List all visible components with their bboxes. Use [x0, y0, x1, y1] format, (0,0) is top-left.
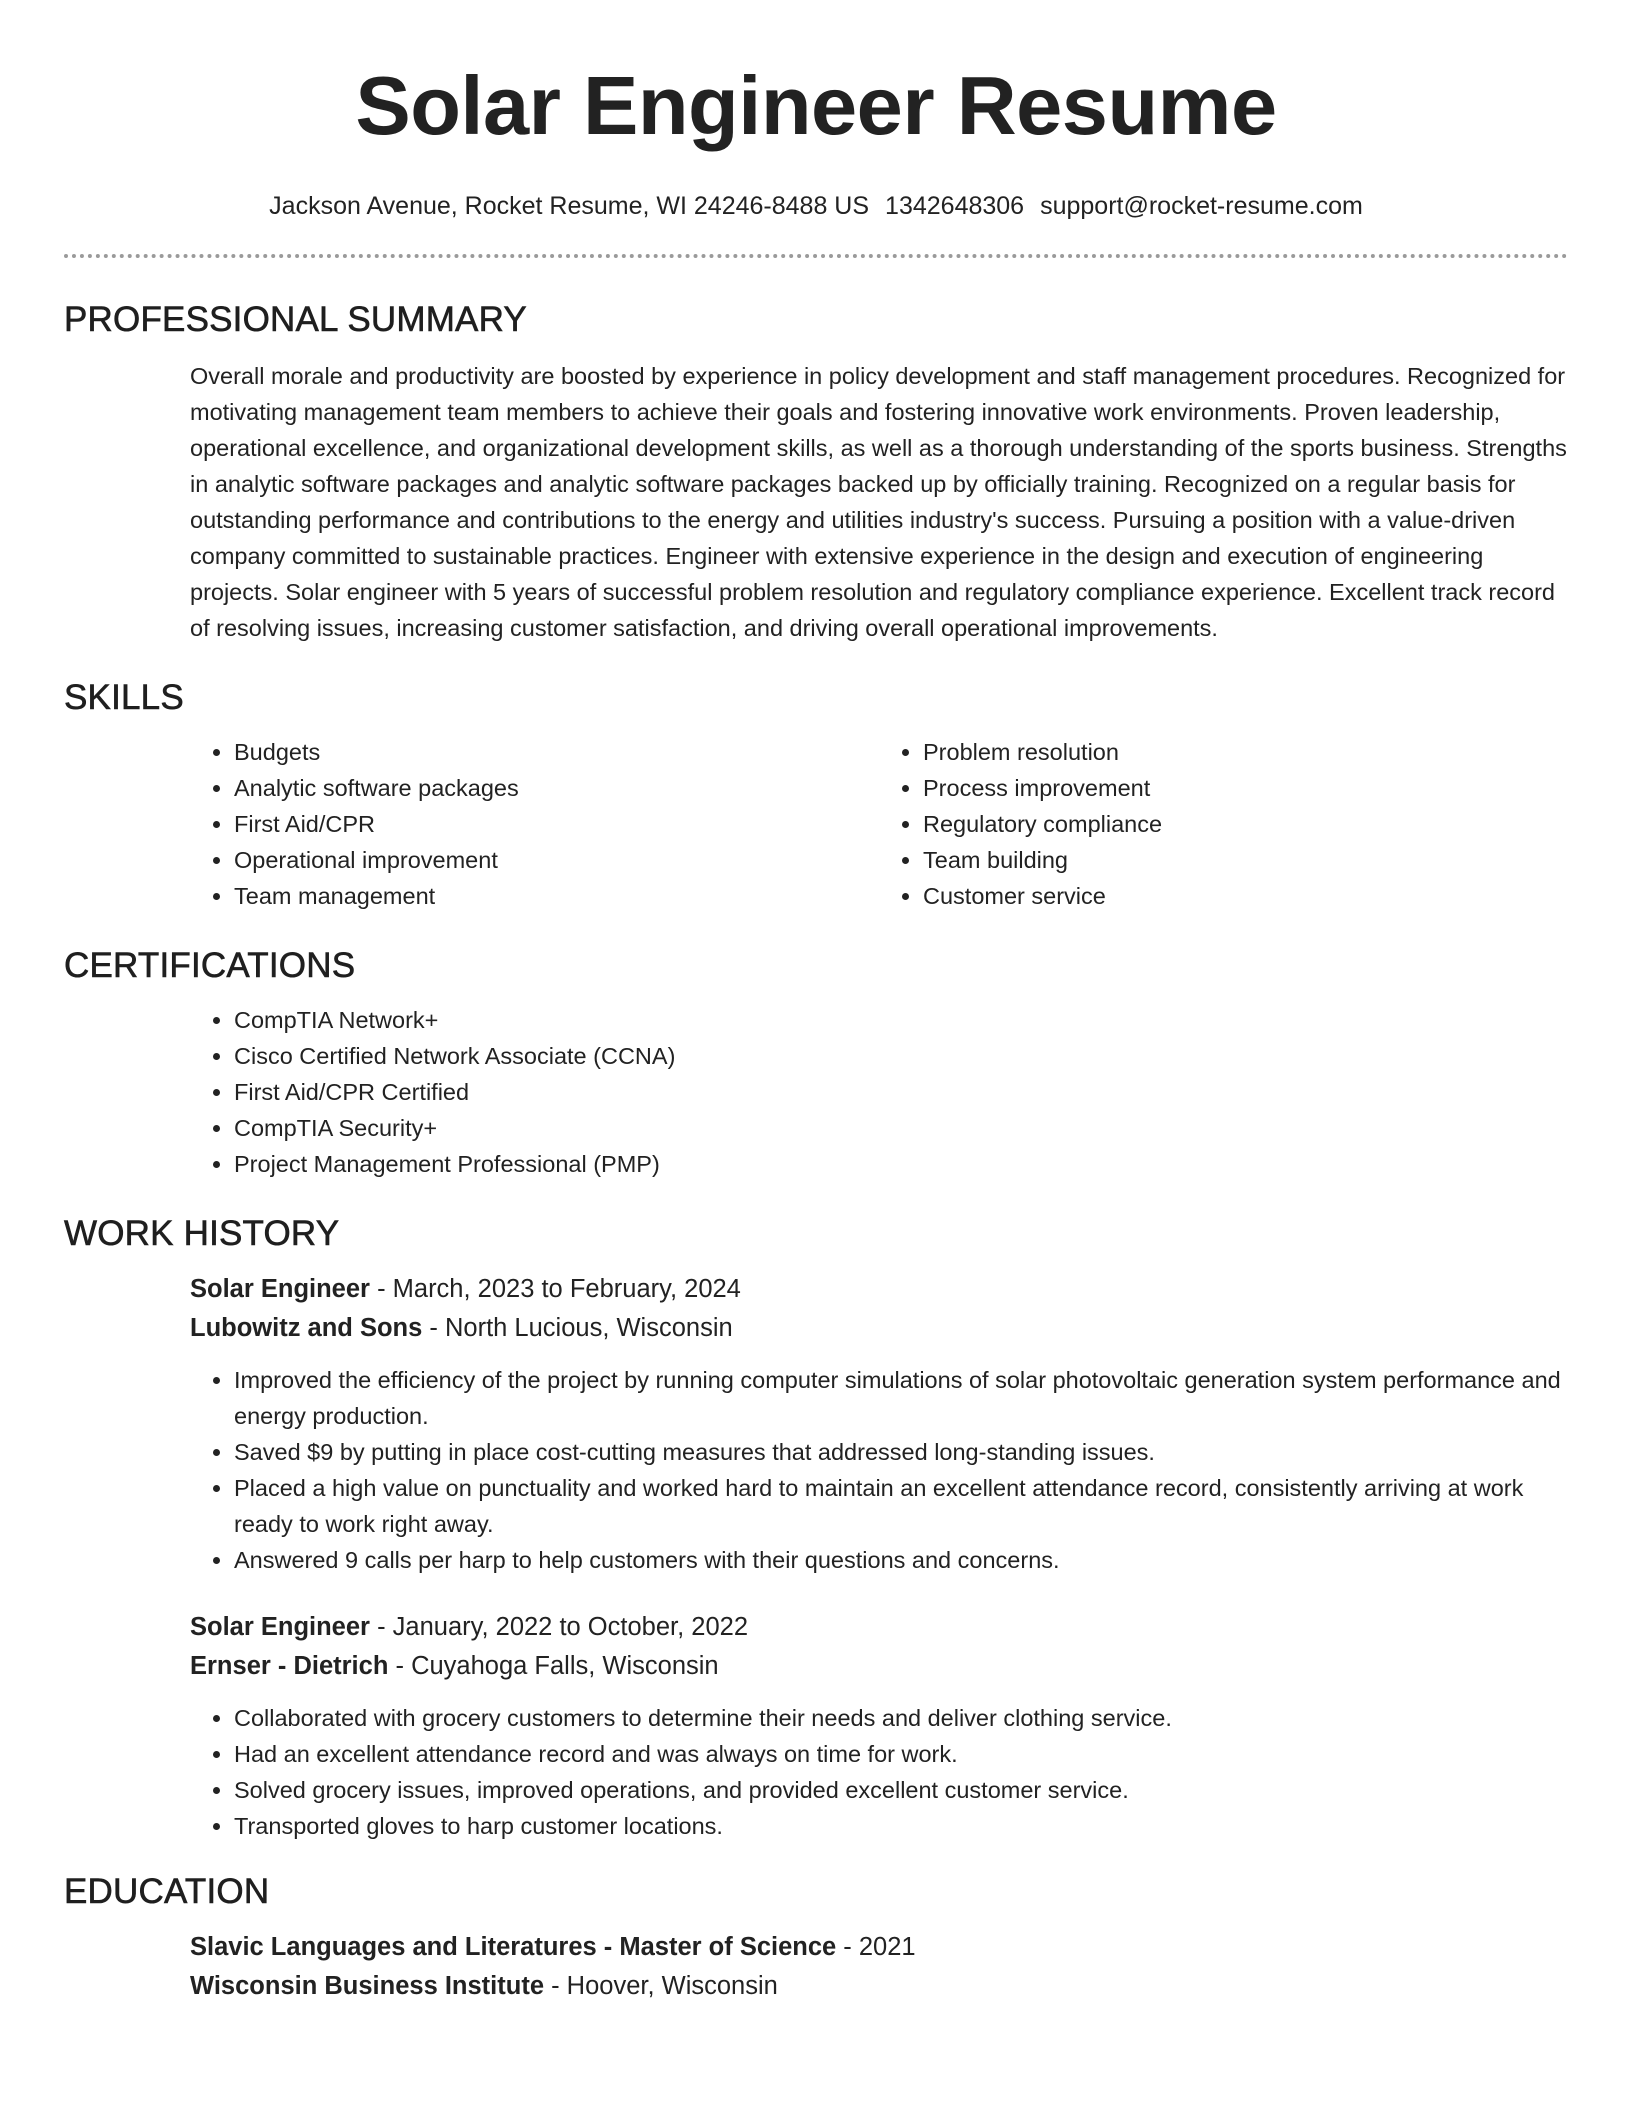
job-dates: - March, 2023 to February, 2024	[369, 1275, 741, 1303]
job-title-line	[190, 1608, 1568, 1647]
skills-list-left	[190, 734, 879, 914]
skills-section	[64, 676, 1568, 914]
skill-item: • Team building	[923, 842, 1568, 878]
job-bullet: • Solved grocery issues, improved operations, and provided excellent customer service.	[234, 1772, 1568, 1808]
job-bullet: • Improved the efficiency of the project by running computer simulations of solar photovoltaic generation system performance and energy production.	[234, 1362, 1568, 1434]
skill-item: • Analytic software packages	[234, 770, 879, 806]
education-location: - Hoover, Wisconsin	[544, 1972, 778, 2000]
summary-text: Overall morale and productivity are boosted by experience in policy development and staff management procedures. Recognized for motivating management team members to achieve their goals and fostering innovative work environments. Proven leadership, operational excellence, and organizational development skills, as well as a thorough understanding of the sports business. Strengths in analytic software packages and analytic software packages backed up by officially training. Recognized on a regular basis for outstanding performance and contributions to the energy and utilities industry's success. Pursuing a position with a value-driven company committed to sustainable practices. Engineer with extensive experience in the design and execution of engineering projects. Solar engineer with 5 years of successful problem resolution and regulatory compliance experience. Excellent track record of resolving issues, increasing customer satisfaction, and driving overall operational improvements.	[190, 363, 1567, 641]
job-entry	[190, 1608, 1568, 1844]
job-bullet: • Answered 9 calls per harp to help customers with their questions and concerns.	[234, 1542, 1568, 1578]
job-bullet: • Transported gloves to harp customer locations.	[234, 1808, 1568, 1844]
job-company-line	[190, 1647, 1568, 1686]
skill-item: • Regulatory compliance	[923, 806, 1568, 842]
job-title: Solar Engineer	[190, 1613, 370, 1641]
job-dates: - January, 2022 to October, 2022	[369, 1613, 749, 1641]
education-heading: EDUCATION	[64, 1872, 270, 1911]
job-bullet: • Had an excellent attendance record and was always on time for work.	[234, 1736, 1568, 1772]
certification-item: • First Aid/CPR Certified	[234, 1074, 1568, 1110]
education-year: - 2021	[836, 1933, 916, 1961]
job-title-line	[190, 1270, 1568, 1309]
skill-item: • Process improvement	[923, 770, 1568, 806]
job-bullets	[190, 1362, 1568, 1578]
summary-section	[64, 298, 1568, 646]
skill-item: • First Aid/CPR	[234, 806, 879, 842]
job-title: Solar Engineer	[190, 1275, 370, 1303]
job-bullet: • Saved $9 by putting in place cost-cutting measures that addressed long-standing issues.	[234, 1434, 1568, 1470]
contact-address: Jackson Avenue, Rocket Resume, WI 24246-8488 US	[269, 192, 870, 220]
work-history-heading: WORK HISTORY	[64, 1214, 340, 1253]
certification-item: • Cisco Certified Network Associate (CCNA)	[234, 1038, 1568, 1074]
skill-item: • Customer service	[923, 878, 1568, 914]
education-section	[64, 1870, 1568, 2006]
education-school-line	[190, 1967, 1568, 2006]
certifications-section	[64, 944, 1568, 1182]
education-school: Wisconsin Business Institute	[190, 1972, 544, 2000]
header-divider	[64, 254, 1568, 258]
certification-item: • Project Management Professional (PMP)	[234, 1146, 1568, 1182]
certification-item: • CompTIA Network+	[234, 1002, 1568, 1038]
job-location: - North Lucious, Wisconsin	[422, 1314, 733, 1342]
skill-item: • Operational improvement	[234, 842, 879, 878]
skills-list-right	[879, 734, 1568, 914]
job-bullets	[190, 1700, 1568, 1844]
skill-item: • Problem resolution	[923, 734, 1568, 770]
resume-title: Solar Engineer Resume	[355, 59, 1277, 152]
contact-email: support@rocket-resume.com	[1040, 192, 1363, 220]
summary-heading: PROFESSIONAL SUMMARY	[64, 300, 527, 339]
certifications-heading: CERTIFICATIONS	[64, 946, 356, 985]
job-company: Ernser - Dietrich	[190, 1652, 389, 1680]
skill-item: • Team management	[234, 878, 879, 914]
job-company-line	[190, 1309, 1568, 1348]
contact-phone: 1342648306	[885, 192, 1025, 220]
work-history-section	[64, 1212, 1568, 1844]
contact-line	[64, 190, 1568, 222]
skills-heading: SKILLS	[64, 678, 184, 717]
job-company: Lubowitz and Sons	[190, 1314, 423, 1342]
certification-item: • CompTIA Security+	[234, 1110, 1568, 1146]
job-entry	[190, 1270, 1568, 1578]
certifications-list	[190, 1002, 1568, 1182]
job-bullet: • Placed a high value on punctuality and worked hard to maintain an excellent attendance record, consistently arriving at work ready to work right away.	[234, 1470, 1568, 1542]
education-degree-line	[190, 1928, 1568, 1967]
job-location: - Cuyahoga Falls, Wisconsin	[388, 1652, 719, 1680]
job-bullet: • Collaborated with grocery customers to determine their needs and deliver clothing service.	[234, 1700, 1568, 1736]
skill-item: • Budgets	[234, 734, 879, 770]
education-degree: Slavic Languages and Literatures - Master of Science	[190, 1933, 837, 1961]
